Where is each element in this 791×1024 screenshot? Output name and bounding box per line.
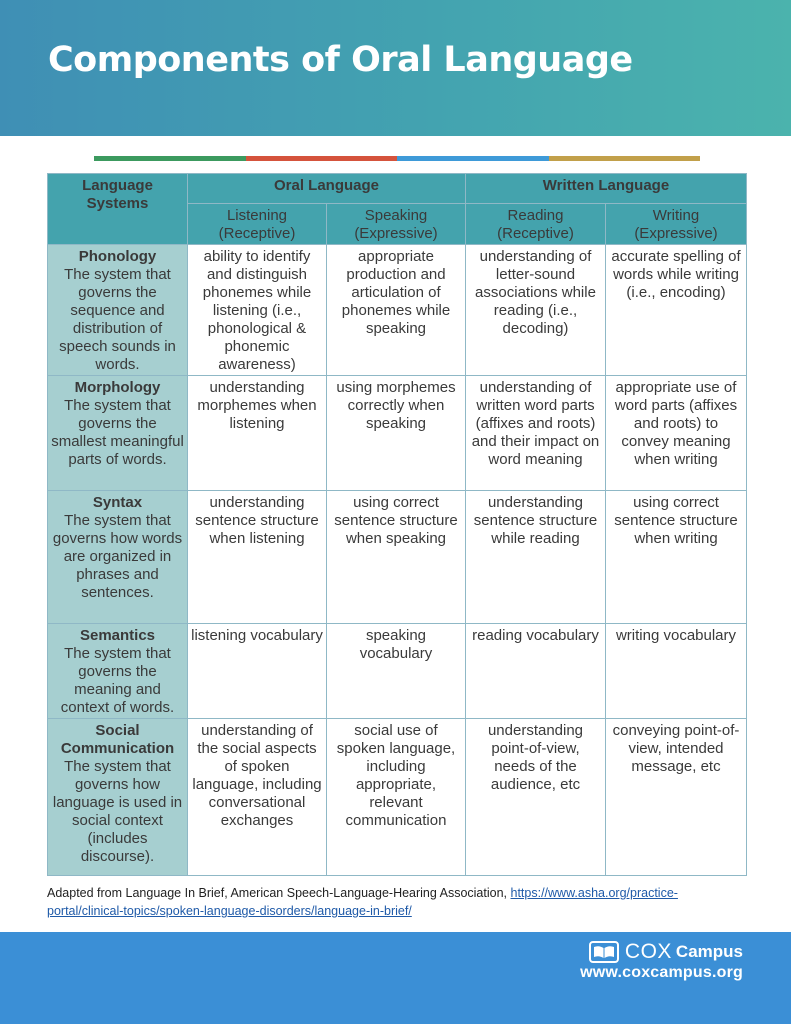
- row-description: The system that governs how language is used in social context (includes discourse).: [52, 758, 183, 865]
- written-language-header: Written Language: [466, 174, 747, 204]
- table-cell: understanding point-of-view, needs of the audience, etc: [466, 719, 606, 876]
- asha-source-link[interactable]: https://www.asha.org/practice-portal/clinical-topics/spoken-language-disorders/language-in-brief/: [47, 886, 678, 918]
- brand-cox: COX: [624, 940, 672, 963]
- source-citation: [47, 884, 747, 920]
- table-cell: conveying point-of-view, intended message, etc: [606, 719, 747, 876]
- table-row-semantics: [48, 624, 747, 719]
- cox-campus-logo[interactable]: [589, 940, 743, 964]
- divider-segment-red: [246, 156, 398, 161]
- reading-header: [466, 204, 606, 245]
- speaking-label: Speaking: [364, 207, 428, 224]
- reading-type: (Receptive): [497, 225, 574, 242]
- table-cell: understanding sentence structure while reading: [466, 491, 606, 624]
- header-banner: [0, 0, 791, 136]
- row-title: Social Communication: [60, 722, 175, 757]
- listening-type: (Receptive): [218, 225, 296, 242]
- table-cell: speaking vocabulary: [327, 624, 466, 719]
- listening-header: [188, 204, 327, 245]
- table-cell: appropriate use of word parts (affixes and roots) to convey meaning when writing: [606, 376, 747, 491]
- color-divider: [94, 156, 700, 161]
- oral-language-header: Oral Language: [188, 174, 466, 204]
- table-row-morphology: [48, 376, 747, 491]
- table-cell: using correct sentence structure when speaking: [327, 491, 466, 624]
- table-cell: ability to identify and distinguish phonemes while listening (i.e., phonological & phonemic awareness): [188, 245, 327, 376]
- reading-label: Reading: [507, 207, 564, 224]
- table-cell: understanding sentence structure when listening: [188, 491, 327, 624]
- writing-header: [606, 204, 747, 245]
- page-title: Components of Oral Language: [48, 40, 633, 80]
- writing-label: Writing: [652, 207, 700, 224]
- table-cell: understanding of letter-sound associations while reading (i.e., decoding): [466, 245, 606, 376]
- table-row-phonology: [48, 245, 747, 376]
- row-title: Syntax: [92, 494, 143, 511]
- speaking-header: [327, 204, 466, 245]
- row-title: Semantics: [79, 627, 156, 644]
- speaking-type: (Expressive): [354, 225, 438, 242]
- citation-text: Adapted from Language In Brief, American Speech-Language-Hearing Association,: [47, 886, 511, 900]
- table-cell: writing vocabulary: [606, 624, 747, 719]
- row-header-syntax: [48, 491, 188, 624]
- row-header-social-communication: [48, 719, 188, 876]
- row-description: The system that governs the meaning and context of words.: [60, 645, 175, 716]
- table-cell: appropriate production and articulation of phonemes while speaking: [327, 245, 466, 376]
- open-book-icon: [589, 941, 619, 963]
- divider-segment-gold: [549, 156, 701, 161]
- row-title: Phonology: [78, 248, 157, 265]
- row-description: The system that governs how words are organized in phrases and sentences.: [52, 512, 183, 601]
- language-systems-header: Language Systems: [48, 174, 188, 245]
- table-cell: understanding of written word parts (affixes and roots) and their impact on word meaning: [466, 376, 606, 491]
- table-cell: accurate spelling of words while writing (i.e., encoding): [606, 245, 747, 376]
- listening-label: Listening: [226, 207, 288, 224]
- language-components-table: [47, 173, 747, 876]
- row-header-phonology: [48, 245, 188, 376]
- row-header-morphology: [48, 376, 188, 491]
- table-cell: reading vocabulary: [466, 624, 606, 719]
- table-cell: understanding of the social aspects of spoken language, including conversational exchanges: [188, 719, 327, 876]
- row-description: The system that governs the smallest meaningful parts of words.: [51, 397, 184, 468]
- row-description: The system that governs the sequence and distribution of speech sounds in words.: [59, 266, 176, 373]
- footer-bar: [0, 932, 791, 1024]
- table-row-social-communication: [48, 719, 747, 876]
- table-cell: using correct sentence structure when writing: [606, 491, 747, 624]
- table-cell: listening vocabulary: [188, 624, 327, 719]
- divider-segment-green: [94, 156, 246, 161]
- table-cell: understanding morphemes when listening: [188, 376, 327, 491]
- table-cell: social use of spoken language, including appropriate, relevant communication: [327, 719, 466, 876]
- row-header-semantics: [48, 624, 188, 719]
- website-url[interactable]: www.coxcampus.org: [580, 964, 743, 981]
- divider-segment-blue: [397, 156, 549, 161]
- writing-type: (Expressive): [634, 225, 718, 242]
- table-row-syntax: [48, 491, 747, 624]
- table-cell: using morphemes correctly when speaking: [327, 376, 466, 491]
- brand-campus: Campus: [675, 942, 743, 961]
- row-title: Morphology: [74, 379, 161, 396]
